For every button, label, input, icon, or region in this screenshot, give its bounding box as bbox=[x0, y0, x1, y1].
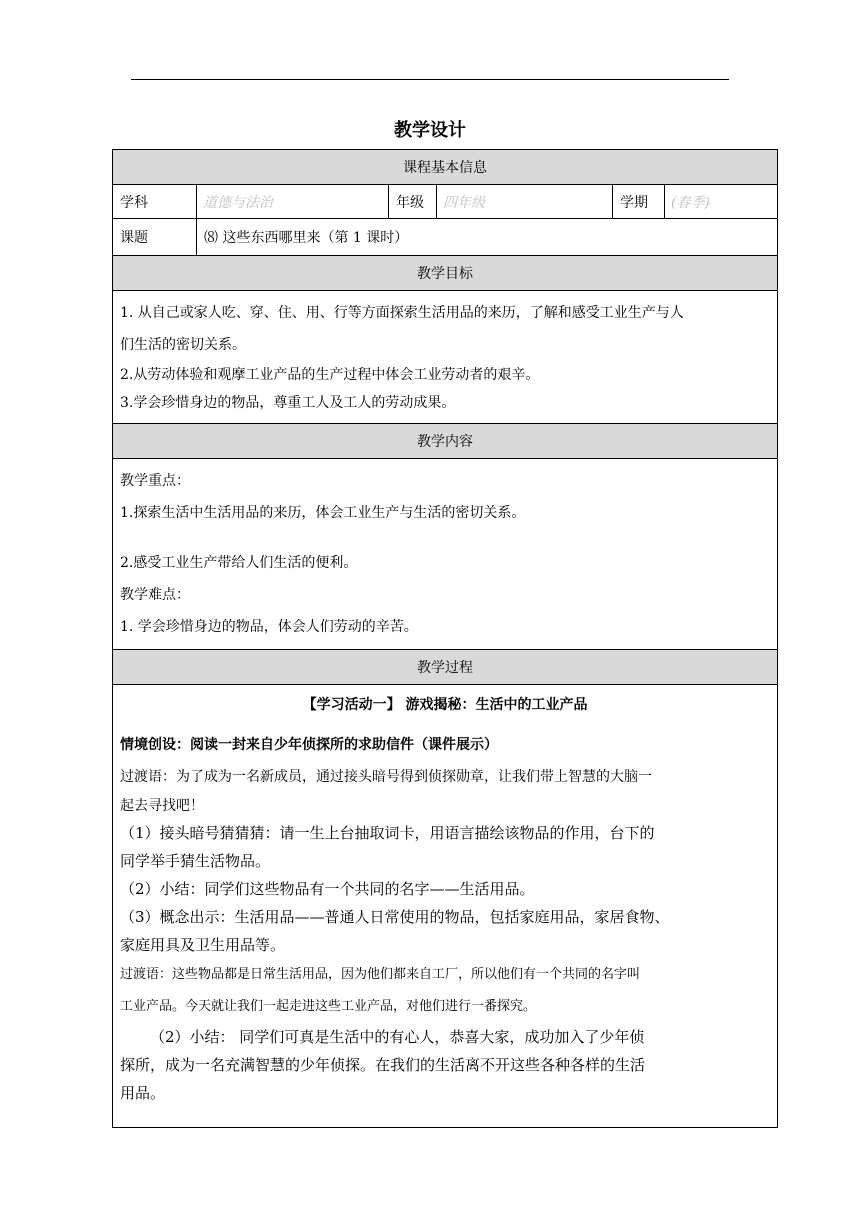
section-basic-info: 课程基本信息 bbox=[113, 150, 778, 185]
key-point: 1.探索生活中生活用品的来历，体会工业生产与生活的密切关系。 bbox=[120, 505, 526, 521]
section-teaching-process: 教学过程 bbox=[113, 650, 778, 685]
scenario-heading: 情境创设：阅读一封来自少年侦探所的求助信件（课件展示） bbox=[120, 737, 498, 753]
section-teaching-content: 教学内容 bbox=[113, 424, 778, 459]
difficult-point: 1. 学会珍惜身边的物品，体会人们劳动的辛苦。 bbox=[120, 619, 418, 635]
grade-value[interactable]: 四年级 bbox=[437, 185, 613, 219]
step-text: （1）接头暗号猜猜猜：请一生上台抽取词卡，用语言描绘该物品的作用，台下的 bbox=[120, 824, 655, 842]
header-rule bbox=[131, 79, 729, 80]
goal-line: 2.从劳动体验和观摩工业产品的生产过程中体会工业劳动者的艰辛。 bbox=[120, 367, 540, 383]
step-text: （2）小结：同学们这些物品有一个共同的名字——生活用品。 bbox=[120, 880, 535, 898]
lesson-plan-table bbox=[112, 149, 778, 1128]
transition-text: 工业产品。今天就让我们一起走进这些工业产品，对他们进行一番探究。 bbox=[120, 999, 537, 1014]
subject-value[interactable]: 道德与法治 bbox=[197, 185, 389, 219]
content-cell bbox=[113, 459, 778, 650]
difficult-points-label: 教学难点： bbox=[120, 587, 190, 603]
goal-line: 们生活的密切关系。 bbox=[120, 337, 246, 353]
process-cell bbox=[113, 685, 778, 1128]
step-text: 家庭用具及卫生用品等。 bbox=[120, 936, 286, 954]
topic-label: 课题 bbox=[113, 219, 197, 256]
key-point: 2.感受工业生产带给人们生活的便利。 bbox=[120, 555, 358, 571]
step-text: 同学举手猜生活物品。 bbox=[120, 852, 271, 870]
goal-line: 1. 从自己或家人吃、穿、住、用、行等方面探索生活用品的来历，了解和感受工业生产与人 bbox=[120, 305, 684, 321]
document-title: 教学设计 bbox=[394, 120, 466, 141]
summary-text: 用品。 bbox=[120, 1084, 166, 1102]
grade-label: 年级 bbox=[389, 185, 437, 219]
summary-text: 探所，成为一名充满智慧的少年侦探。在我们的生活离不开这些各种各样的生活 bbox=[120, 1056, 646, 1074]
activity-title: 【学习活动一】 游戏揭秘：生活中的工业产品 bbox=[302, 697, 588, 713]
term-value[interactable]: (春季) bbox=[665, 185, 778, 219]
section-teaching-goals: 教学目标 bbox=[113, 256, 778, 291]
step-text: （3）概念出示：生活用品——普通人日常使用的物品，包括家庭用品，家居食物、 bbox=[120, 908, 670, 926]
goal-line: 3.学会珍惜身边的物品，尊重工人及工人的劳动成果。 bbox=[120, 395, 456, 411]
term-label: 学期 bbox=[613, 185, 665, 219]
goals-cell bbox=[113, 291, 778, 424]
transition-text: 起去寻找吧！ bbox=[120, 798, 204, 814]
summary-text: （2）小结： 同学们可真是生活中的有心人，恭喜大家，成功加入了少年侦 bbox=[150, 1028, 645, 1046]
key-points-label: 教学重点： bbox=[120, 473, 190, 489]
topic-value: ⑻ 这些东西哪里来（第 1 课时） bbox=[197, 219, 778, 256]
transition-text: 过渡语：为了成为一名新成员，通过接头暗号得到侦探勋章，让我们带上智慧的大脑一 bbox=[120, 769, 652, 785]
subject-label: 学科 bbox=[113, 185, 197, 219]
transition-text: 过渡语：这些物品都是日常生活用品，因为他们都来自工厂，所以他们有一个共同的名字叫 bbox=[120, 967, 641, 982]
